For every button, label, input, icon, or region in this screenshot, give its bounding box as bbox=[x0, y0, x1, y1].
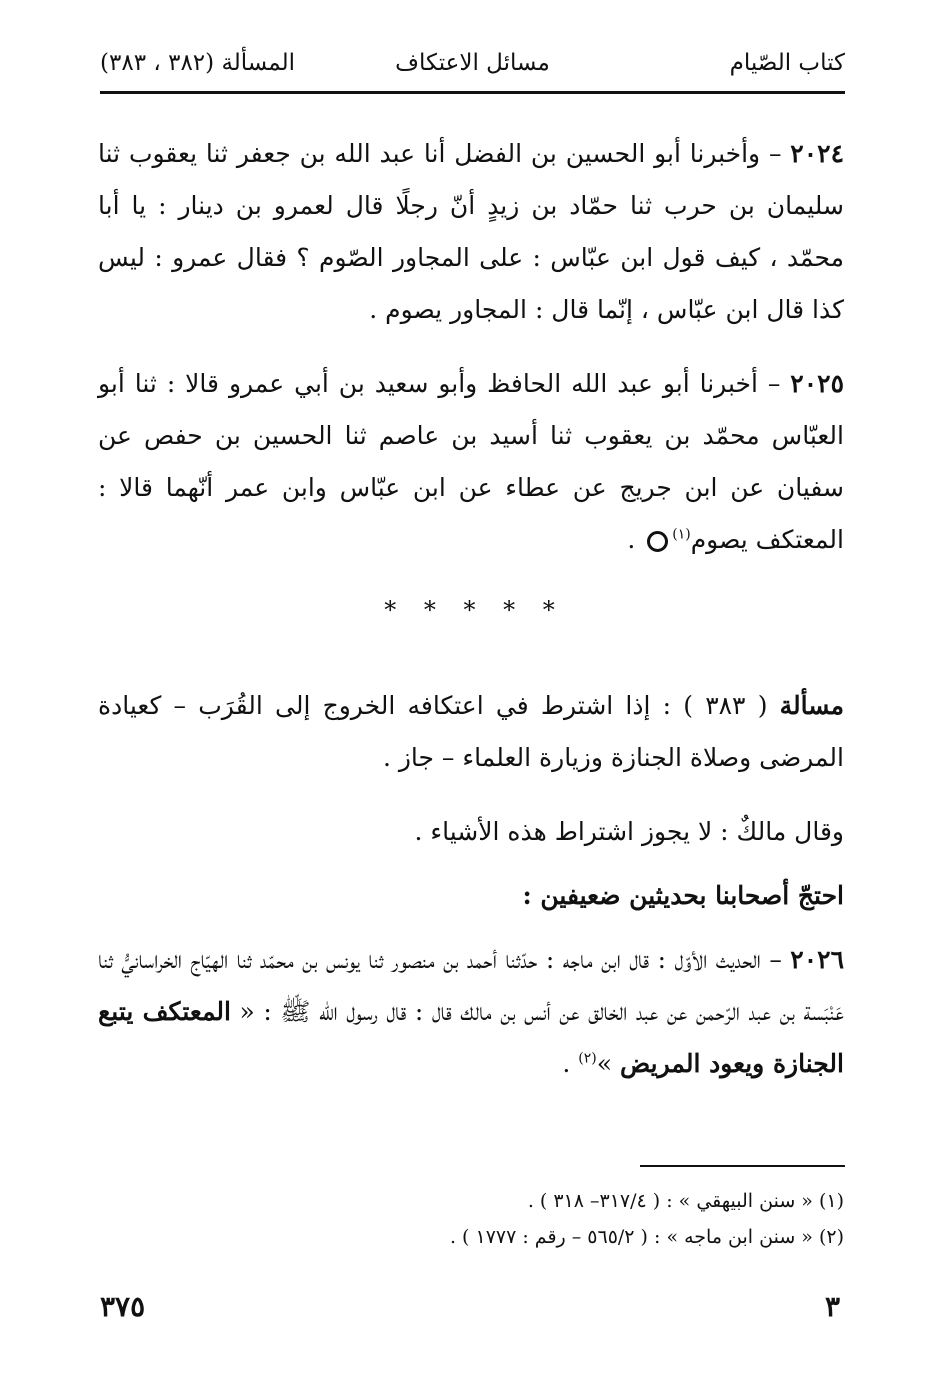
issue-text: ( ٣٨٣ ) : إذا اشترط في اعتكافه الخروج إلى القُرَب – كعيادة المرضى وصلاة الجنازة وزيارة العلماء – جاز . bbox=[98, 691, 844, 772]
footnotes bbox=[98, 1183, 844, 1255]
hadith-quote: المعتكف يتبع الجنازة ويعود المريض bbox=[98, 997, 844, 1078]
hadith-number: ٢٠٢٤ bbox=[790, 139, 844, 168]
evidence-heading: احتجّ أصحابنا بحديثين ضعيفين : bbox=[522, 881, 844, 910]
malik-opinion: وقال مالكٌ : لا يجوز اشتراط هذه الأشياء . bbox=[414, 817, 844, 846]
footnote-ref-2[interactable]: (٢) bbox=[578, 1050, 597, 1067]
hadith-number: ٢٠٢٦ bbox=[790, 945, 844, 974]
section-separator: * * * * * bbox=[384, 596, 565, 624]
end-of-hadith-circle-icon bbox=[647, 531, 668, 552]
hadith-text: – وأخبرنا أبو الحسين بن الفضل أنا عبد الله بن جعفر ثنا يعقوب ثنا سليمان بن حرب ثنا حمّاد بن زيدٍ أنّ رجلًا قال لعمرو بن دينار : يا أبا محمّد ، كيف قول ابن عبّاس : على المجاور الصّوم ؟ فقال عمرو : ليس كذا قال ابن عبّاس ، إنّما قال : المجاور يصوم . bbox=[98, 139, 844, 324]
issue-label: مسألة bbox=[779, 691, 844, 720]
running-header bbox=[100, 42, 845, 82]
header-issue-range: المسألة (٣٨٢ ، ٣٨٣) bbox=[100, 50, 295, 76]
hadith-text: – أخبرنا أبو عبد الله الحافظ وأبو سعيد بن أبي عمرو قالا : ثنا أبو العبّاس محمّد بن يعقوب ثنا أسيد بن عاصم ثنا الحسين بن حفص عن سفيان عن ابن جريج عن عطاء عن ابن عبّاس وابن عمر أنّهما قالا : المعتكف يصوم bbox=[98, 369, 844, 554]
page-footer bbox=[100, 1290, 840, 1334]
section-two bbox=[98, 680, 844, 1112]
volume-number: ٣ bbox=[824, 1290, 840, 1323]
hadith-end-punct: . bbox=[562, 1049, 579, 1078]
header-rule bbox=[100, 91, 845, 94]
page-number: ٣٧٥ bbox=[100, 1290, 146, 1323]
hadith-2025 bbox=[98, 358, 844, 566]
header-chapter-title: مسائل الاعتكاف bbox=[395, 50, 550, 76]
footnote-rule bbox=[640, 1165, 845, 1167]
hadith-2026 bbox=[98, 934, 844, 1090]
hadith-2024 bbox=[98, 128, 844, 336]
footnote-1: (١) « سنن البيهقي » : ( ٣١٧/٤– ٣١٨ ) . bbox=[527, 1190, 844, 1212]
hadith-text: – الحديث الأوّل : قال ابن ماجه : حدّثنا أحمد بن منصور ثنا يونس بن محمّد ثنا الهيّاج الخراسانيُّ ثنا عَنْبَسة بن عبد الرّحمن عن عبد الخالق عن أنس بن مالك قال : قال رسول الله ﷺ : « bbox=[98, 945, 844, 1026]
quote-close: » bbox=[596, 1049, 621, 1078]
hadith-end-punct: . bbox=[627, 525, 644, 554]
hadith-number: ٢٠٢٥ bbox=[790, 369, 844, 398]
section-one bbox=[98, 128, 844, 588]
header-book-title: كتاب الصّيام bbox=[729, 50, 845, 76]
footnote-2: (٢) « سنن ابن ماجه » : ( ٥٦٥/٢ – رقم : ١٧٧٧ ) . bbox=[449, 1226, 844, 1248]
issue-383-statement bbox=[98, 680, 844, 784]
footnote-ref-1[interactable]: (١) bbox=[672, 526, 691, 543]
